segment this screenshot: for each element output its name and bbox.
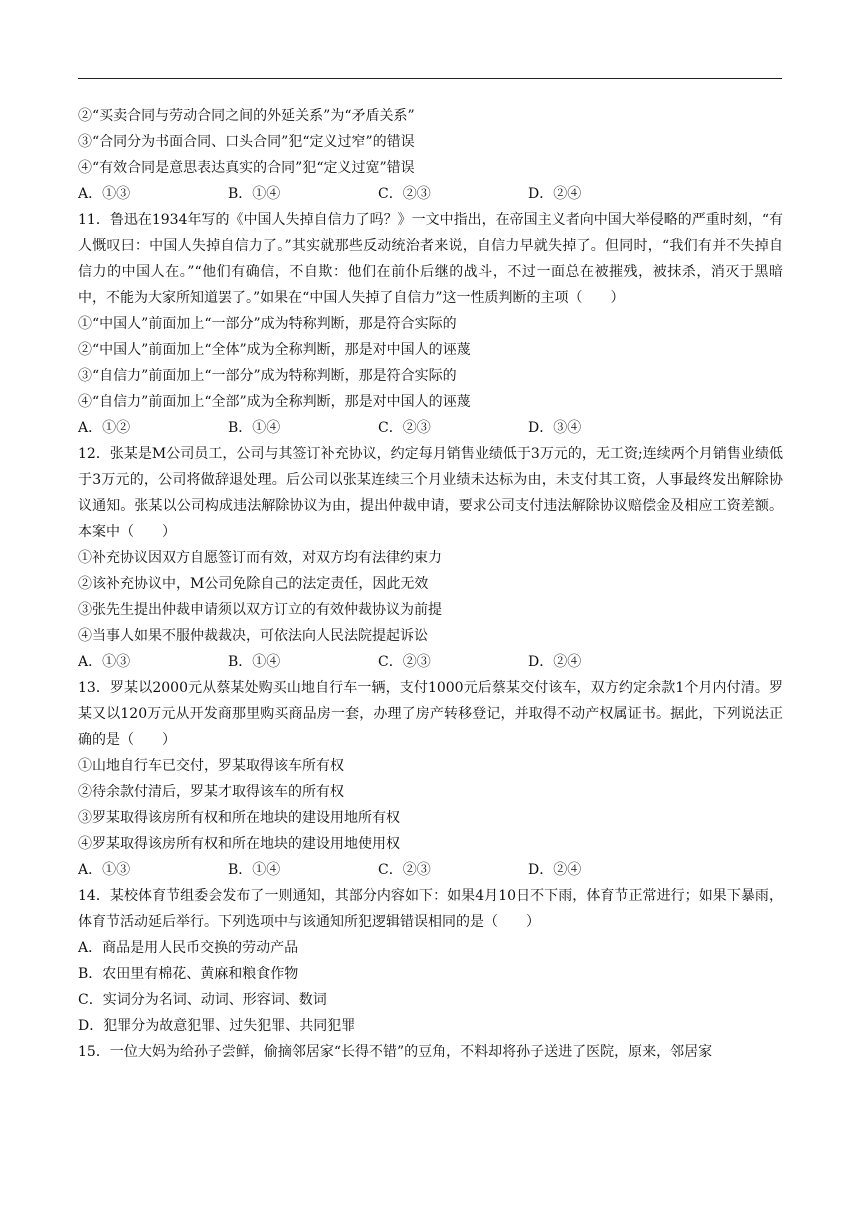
answer-options (78, 415, 783, 441)
answer-options (78, 181, 783, 207)
exam-page-content (78, 103, 783, 1065)
option-d: D．犯罪分为故意犯罪、过失犯罪、共同犯罪 (78, 1018, 356, 1034)
option-a: A．①② (78, 420, 131, 436)
answer-options (78, 649, 783, 675)
option-c: C．实词分为名词、动词、形容词、数词 (78, 992, 327, 1008)
answer-options (78, 857, 783, 883)
statement: ③“合同分为书面合同、口头合同”犯“定义过窄”的错误 (78, 134, 415, 150)
statement: ②“买卖合同与劳动合同之间的外延关系”为“矛盾关系” (78, 108, 415, 124)
option-a: A．①③ (78, 186, 131, 202)
option-d: D．②④ (528, 186, 582, 202)
question-stem: 12．张某是M公司员工，公司与其签订补充协议，约定每月销售业绩低于3万元的，无工资;连续两个月销售业绩低于3万元的，公司将做辞退处理。后公司以张某连续三个月业绩未达标为由，未支付其工资，人事最终发出解除协议通知。张某以公司构成违法解除协议为由，提出仲裁申请，要求公司支付违法解除协议赔偿金及相应工资差额。本案中（ ） (78, 446, 783, 540)
question-15 (78, 1039, 783, 1065)
question-stem: 15．一位大妈为给孙子尝鲜，偷摘邻居家“长得不错”的豆角，不料却将孙子送进了医院，原来，邻居家 (78, 1044, 713, 1060)
option-d: D．②④ (528, 654, 582, 670)
option-d: D．②④ (528, 862, 582, 878)
statement: ③罗某取得该房所有权和所在地块的建设用地所有权 (78, 810, 400, 826)
question-13 (78, 675, 783, 883)
header-rule (78, 78, 782, 79)
option-c: C．②③ (378, 862, 431, 878)
statement: ①山地自行车已交付，罗某取得该车所有权 (78, 758, 344, 774)
question-stem: 11．鲁迅在1934年写的《中国人失掉自信力了吗？》一文中指出，在帝国主义者向中国大举侵略的严重时刻，“有人慨叹曰：中国人失掉自信力了。”其实就那些反动统治者来说，自信力早就失掉了。但同时，“我们有并不失掉自信力的中国人在。”“他们有确信，不自欺：他们在前仆后继的战斗，不过一面总在被摧残，被抹杀，消灭于黑暗中，不能为大家所知道罢了。”如果在“中国人失掉了自信力”这一性质判断的主项（ ） (78, 212, 783, 306)
option-b: B．①④ (228, 654, 281, 670)
question-10-remainder (78, 103, 783, 207)
question-12 (78, 441, 783, 675)
statement: ②该补充协议中，M公司免除自己的法定责任，因此无效 (78, 576, 429, 592)
question-stem: 14．某校体育节组委会发布了一则通知，其部分内容如下：如果4月10日不下雨，体育节正常进行；如果下暴雨，体育节活动延后举行。下列选项中与该通知所犯逻辑错误相同的是（ ） (78, 888, 783, 930)
option-b: B．农田里有棉花、黄麻和粮食作物 (78, 966, 299, 982)
option-b: B．①④ (228, 420, 281, 436)
option-c: C．②③ (378, 420, 431, 436)
statement: ②待余款付清后，罗某才取得该车的所有权 (78, 784, 344, 800)
option-d: D．③④ (528, 420, 582, 436)
statement: ①补充协议因双方自愿签订而有效，对双方均有法律约束力 (78, 550, 442, 566)
question-stem: 13．罗某以2000元从蔡某处购买山地自行车一辆，支付1000元后蔡某交付该车，双方约定余款1个月内付清。罗某又以120万元从开发商那里购买商品房一套，办理了房产转移登记，并取得不动产权属证书。据此，下列说法正确的是（ ） (78, 680, 783, 748)
statement: ④罗某取得该房所有权和所在地块的建设用地使用权 (78, 836, 400, 852)
option-c: C．②③ (378, 654, 431, 670)
statement: ④“有效合同是意思表达真实的合同”犯“定义过宽”错误 (78, 160, 415, 176)
option-a: A．①③ (78, 654, 131, 670)
statement: ④“自信力”前面加上“全部”成为全称判断，那是对中国人的诬蔑 (78, 394, 471, 410)
statement: ③张先生提出仲裁申请须以双方订立的有效仲裁协议为前提 (78, 602, 442, 618)
question-14 (78, 883, 783, 1039)
statement: ④当事人如果不服仲裁裁决，可依法向人民法院提起诉讼 (78, 628, 428, 644)
statement: ③“自信力”前面加上“一部分”成为特称判断，那是符合实际的 (78, 368, 457, 384)
option-c: C．②③ (378, 186, 431, 202)
option-a: A．①③ (78, 862, 131, 878)
option-a: A．商品是用人民币交换的劳动产品 (78, 940, 299, 956)
question-11 (78, 207, 783, 441)
option-b: B．①④ (228, 186, 281, 202)
option-b: B．①④ (228, 862, 281, 878)
statement: ①“中国人”前面加上“一部分”成为特称判断，那是符合实际的 (78, 316, 457, 332)
statement: ②“中国人”前面加上“全体”成为全称判断，那是对中国人的诬蔑 (78, 342, 471, 358)
